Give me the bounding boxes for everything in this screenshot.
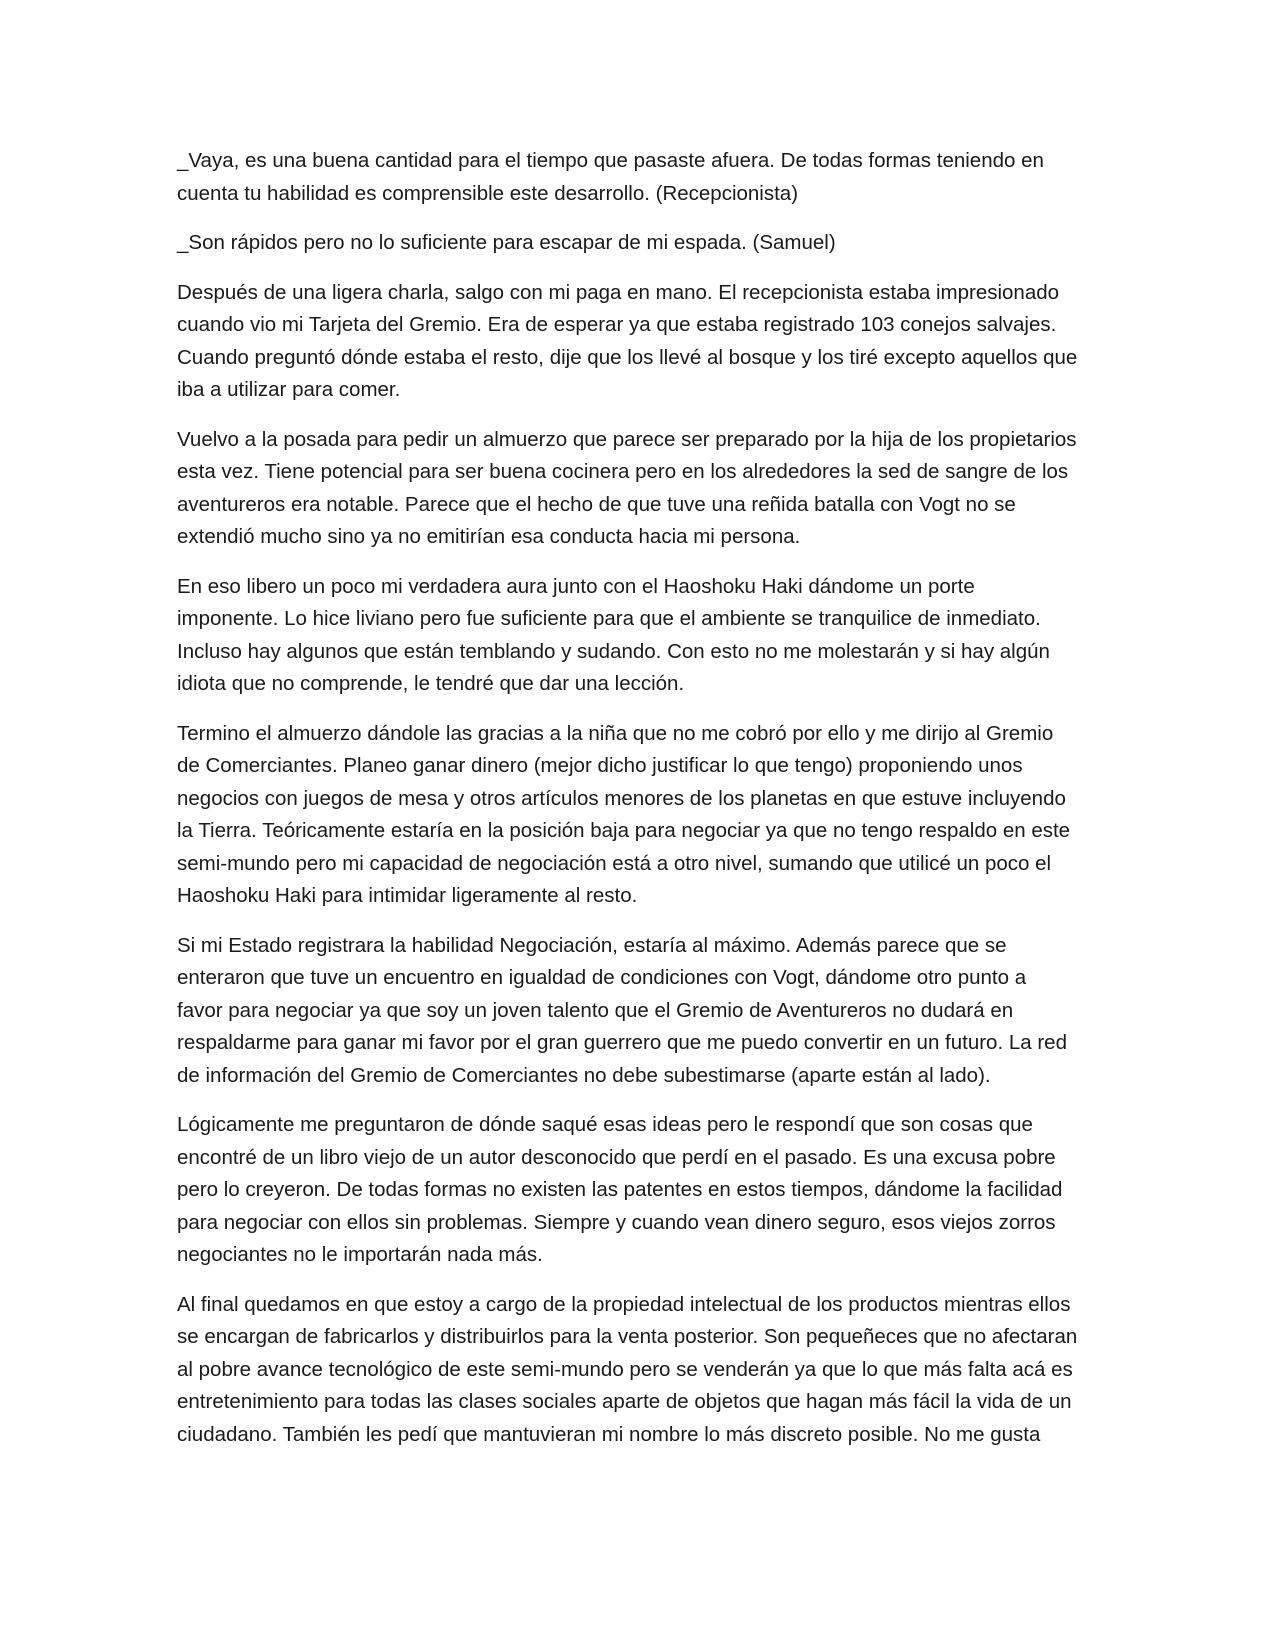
- text-line: iba a utilizar para comer.: [177, 378, 401, 401]
- text-line: Si mi Estado registrara la habilidad Negociación, estaría al máximo. Además parece que se: [177, 933, 1007, 957]
- document-body: [177, 145, 1107, 1468]
- text-line: ciudadano. También les pedí que mantuvieran mi nombre lo más discreto posible. No me gusta: [177, 1422, 1041, 1446]
- paragraph: [177, 930, 1107, 1093]
- text-line: se encargan de fabricarlos y distribuirlos para la venta posterior. Son pequeñeces que no afectaran: [177, 1325, 1078, 1348]
- text-line: extendió mucho sino ya no emitirían esa conducta hacia mi persona.: [177, 525, 801, 548]
- paragraph: [177, 277, 1107, 407]
- text-line: imponente. Lo hice liviano pero fue suficiente para que el ambiente se tranquilice de inmediato.: [177, 607, 1041, 630]
- text-line: de Comerciantes. Planeo ganar dinero (mejor dicho justificar lo que tengo) proponiendo unos: [177, 754, 1023, 777]
- text-line: encontré de un libro viejo de un autor desconocido que perdí en el pasado. Es una excusa pobre: [177, 1145, 1056, 1169]
- text-line: Lógicamente me preguntaron de dónde saqué esas ideas pero le respondí que son cosas que: [177, 1113, 1033, 1136]
- text-line: negocios con juegos de mesa y otros artículos menores de los planetas en que estuve incluyendo: [177, 786, 1066, 810]
- text-line: _Vaya, es una buena cantidad para el tiempo que pasaste afuera. De todas formas teniendo en: [177, 149, 1044, 172]
- paragraph: [177, 571, 1107, 701]
- paragraph: [177, 145, 1107, 210]
- text-line: Vuelvo a la posada para pedir un almuerzo que parece ser preparado por la hija de los propietarios: [177, 427, 1077, 451]
- text-line: En eso libero un poco mi verdadera aura junto con el Haoshoku Haki dándome un porte: [177, 574, 975, 598]
- text-line: negociantes no le importarán nada más.: [177, 1243, 543, 1266]
- text-line: favor para negociar ya que soy un joven talento que el Gremio de Aventureros no dudará en: [177, 998, 1014, 1022]
- text-line: al pobre avance tecnológico de este semi-mundo pero se venderán ya que lo que más falta acá es: [177, 1357, 1073, 1381]
- text-line: de información del Gremio de Comerciantes no debe subestimarse (aparte están al lado).: [177, 1063, 991, 1087]
- text-line: para negociar con ellos sin problemas. Siempre y cuando vean dinero seguro, esos viejos zorros: [177, 1210, 1056, 1234]
- text-line: _Son rápidos pero no lo suficiente para escapar de mi espada. (Samuel): [177, 231, 836, 254]
- text-line: enteraron que tuve un encuentro en igualdad de condiciones con Vogt, dándome otro punto a: [177, 966, 1027, 989]
- paragraph: [177, 424, 1107, 554]
- text-line: pero lo creyeron. De todas formas no existen las patentes en estos tiempos, dándome la facilidad: [177, 1178, 1063, 1201]
- text-line: Cuando preguntó dónde estaba el resto, dije que los llevé al bosque y los tiré excepto aquellos que: [177, 345, 1078, 369]
- text-line: Incluso hay algunos que están temblando y sudando. Con esto no me molestarán y si hay algún: [177, 639, 1050, 663]
- text-line: cuando vio mi Tarjeta del Gremio. Era de esperar ya que estaba registrado 103 conejos salvajes.: [177, 313, 1057, 336]
- paragraph: [177, 1109, 1107, 1272]
- text-line: idiota que no comprende, le tendré que dar una lección.: [177, 672, 685, 695]
- text-line: Termino el almuerzo dándole las gracias a la niña que no me cobró por ello y me dirijo al Gremio: [177, 721, 1054, 745]
- text-line: esta vez. Tiene potencial para ser buena cocinera pero en los alrededores la sed de sangre de los: [177, 460, 1069, 483]
- text-line: la Tierra. Teóricamente estaría en la posición baja para negociar ya que no tengo respaldo en este: [177, 819, 1071, 842]
- text-line: aventureros era notable. Parece que el hecho de que tuve una reñida batalla con Vogt no se: [177, 492, 1016, 516]
- text-line: entretenimiento para todas las clases sociales aparte de objetos que hagan más fácil la vida de un: [177, 1390, 1072, 1413]
- text-line: semi-mundo pero mi capacidad de negociación está a otro nivel, sumando que utilicé un poco el: [177, 851, 1052, 875]
- text-line: Después de una ligera charla, salgo con mi paga en mano. El recepcionista estaba impresionado: [177, 280, 1060, 304]
- paragraph: [177, 227, 1107, 260]
- text-line: respaldarme para ganar mi favor por el gran guerrero que me puedo convertir en un futuro. La red: [177, 1031, 1067, 1054]
- text-line: Haoshoku Haki para intimidar ligeramente al resto.: [177, 884, 638, 907]
- text-line: cuenta tu habilidad es comprensible este desarrollo. (Recepcionista): [177, 181, 799, 205]
- paragraph: [177, 1289, 1107, 1452]
- text-line: Al final quedamos en que estoy a cargo de la propiedad intelectual de los productos mientras ellos: [177, 1292, 1071, 1316]
- paragraph: [177, 718, 1107, 913]
